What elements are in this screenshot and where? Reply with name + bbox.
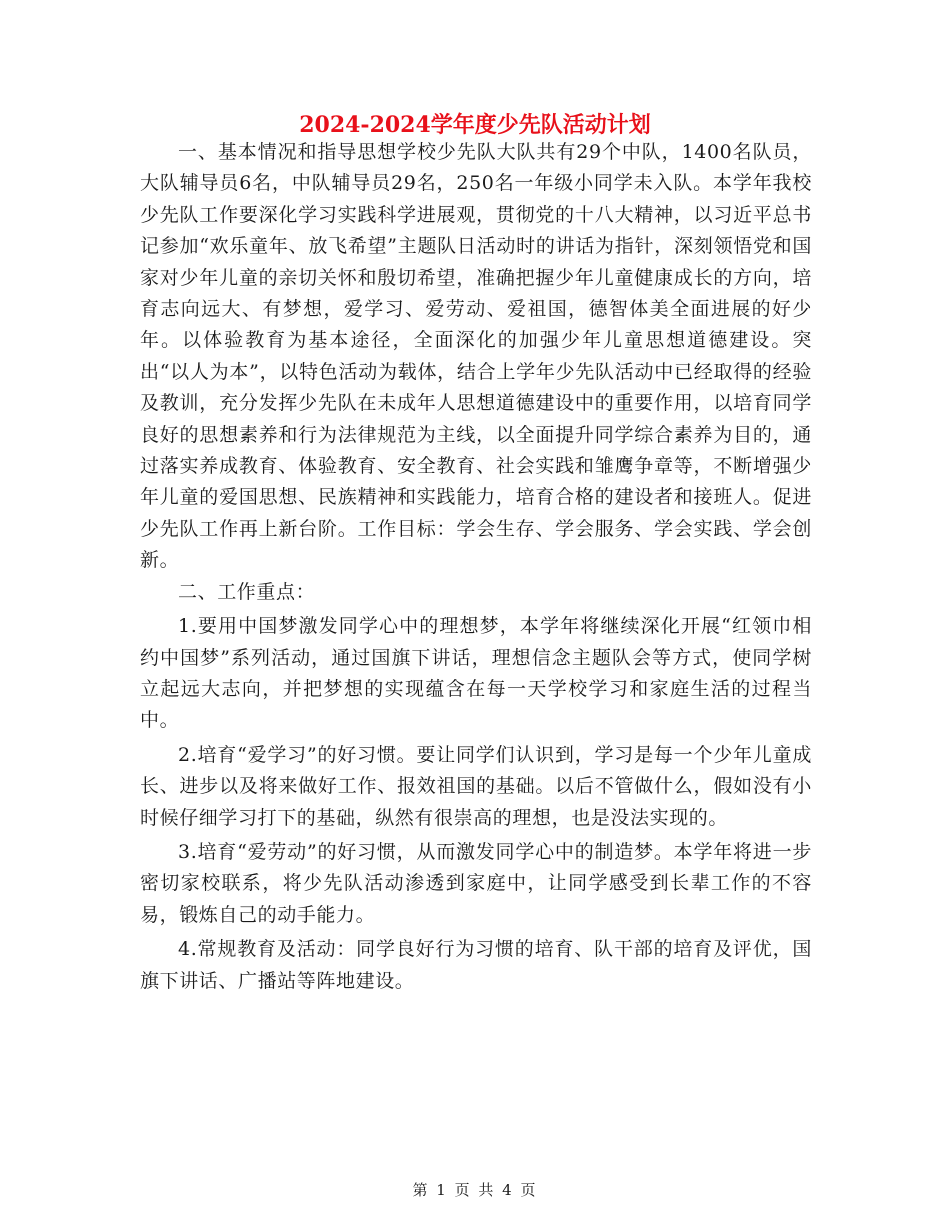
page-number-footer: 第 1 页 共 4 页 — [412, 1181, 538, 1199]
paragraph-item-1: 1.要用中国梦激发同学心中的理想梦，本学年将继续深化开展“红领巾相约中国梦”系列活动，通过国旗下讲话，理想信念主题队会等方式，使同学树立起远大志向，并把梦想的实现蕴含在每一天学校学习和家庭生活的过程当中。 — [140, 615, 812, 732]
paragraph-basic-situation: 一、基本情况和指导思想学校少先队大队共有29个中队，1400名队员，大队辅导员6名，中队辅导员29名，250名一年级小同学未入队。本学年我校少先队工作要深化学习实践科学进展观，贯彻党的十八大精神，以习近平总书记参加“欢乐童年、放飞希望”主题队日活动时的讲话为指针，深刻领悟党和国家对少年儿童的亲切关怀和殷切希望，准确把握少年儿童健康成长的方向，培育志向远大、有梦想，爱学习、爱劳动、爱祖国，德智体美全面进展的好少年。以体验教育为基本途径，全面深化的加强少年儿童思想道德建设。突出“以人为本”，以特色活动为载体，结合上学年少先队活动中已经取得的经验及教训，充分发挥少先队在未成年人思想道德建设中的重要作用，以培育同学良好的思想素养和行为法律规范为主线，以全面提升同学综合素养为目的，通过落实养成教育、体验教育、安全教育、社会实践和雏鹰争章等，不断增强少年儿童的爱国思想、民族精神和实践能力，培育合格的建设者和接班人。促进少先队工作再上新台阶。工作目标：学会生存、学会服务、学会实践、学会创新。 — [140, 141, 812, 572]
paragraph-item-4: 4.常规教育及活动：同学良好行为习惯的培育、队干部的培育及评优，国旗下讲话、广播站等阵地建设。 — [140, 938, 812, 992]
paragraph-work-focus-heading: 二、工作重点： — [178, 580, 316, 603]
document-title: 2024-2024学年度少先队活动计划 — [299, 112, 651, 138]
paragraph-item-2: 2.培育“爱学习”的好习惯。要让同学们认识到，学习是每一个少年儿童成长、进步以及将来做好工作、报效祖国的基础。以后不管做什么，假如没有小时候仔细学习打下的基础，纵然有很崇高的理想，也是没法实现的。 — [140, 743, 812, 829]
paragraph-item-3: 3.培育“爱劳动”的好习惯，从而激发同学心中的制造梦。本学年将进一步密切家校联系，将少先队活动渗透到家庭中，让同学感受到长辈工作的不容易，锻炼自己的动手能力。 — [140, 840, 812, 926]
document-body — [140, 137, 812, 997]
